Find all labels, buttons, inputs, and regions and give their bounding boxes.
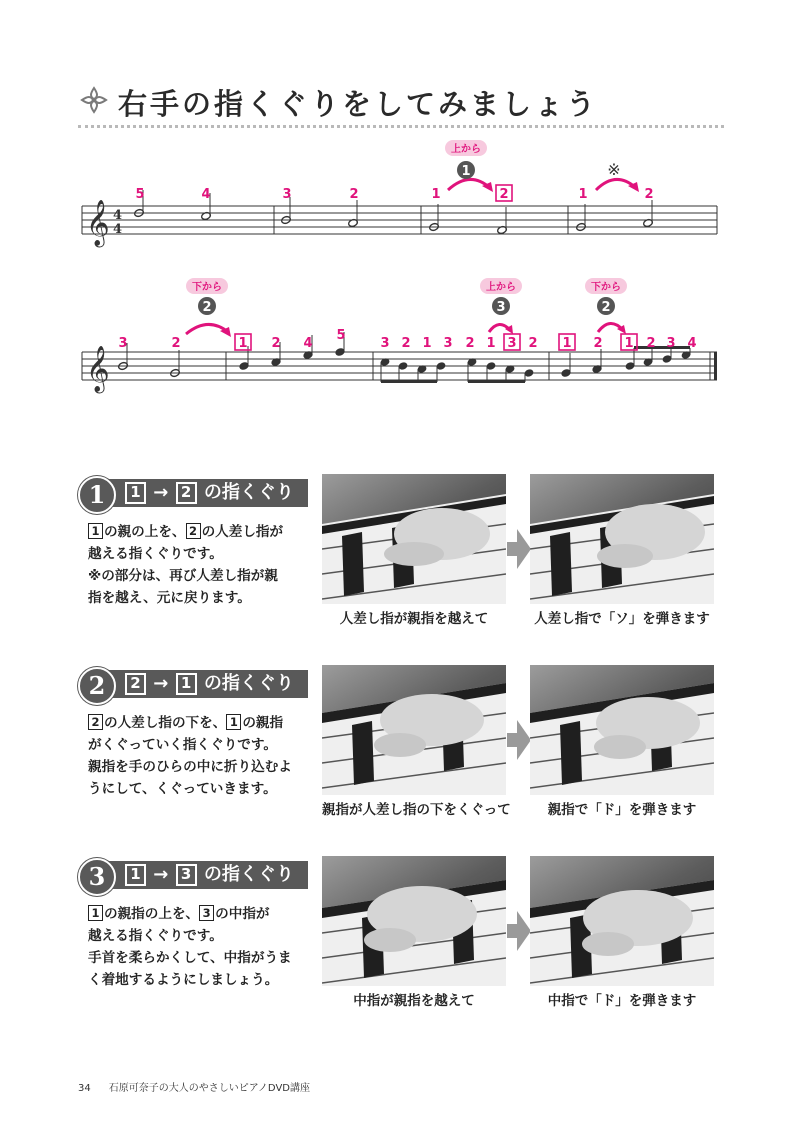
finger-number: 2 (349, 187, 359, 202)
hand-photo (530, 474, 714, 604)
finger-number: 2 (271, 336, 281, 351)
hand-photo (322, 856, 506, 986)
step-number: 3 (496, 300, 506, 315)
finger-number: 2 (401, 336, 411, 351)
photo-caption: 中指で「ド」を弾きます (547, 993, 697, 1009)
direction-label: 上から (451, 144, 481, 155)
finger-number: 1 (422, 336, 432, 351)
finger-number: 2 (644, 187, 654, 202)
book-title: 石原可奈子の大人のやさしいピアノDVD講座 (108, 1083, 310, 1094)
finger-number: 3 (282, 187, 292, 202)
finger-box: 1 (125, 482, 146, 504)
finger-box: 1 (125, 864, 146, 886)
finger-box: 1 (226, 714, 241, 730)
photo-caption: 人差し指で「ソ」を弾きます (534, 611, 710, 627)
section-description: 1 の親の上を、 2 の人差し指が 越える指くぐりです。 ※の部分は、再び人差し指が親 指を越え、元に戻ります。 (88, 524, 284, 606)
finger-box: 1 (88, 905, 103, 921)
finger-number: 2 (646, 336, 656, 351)
finger-number-boxed: 1 (624, 336, 634, 351)
page-footer (78, 1079, 328, 1094)
section-description: 2 の人差し指の下を、 1 の親指 がくぐっていく指くぐりです。 親指を手のひらの中に折り込むよ うにして、くぐっていきます。 (88, 715, 292, 797)
page-title: 右手の指くぐりをしてみましょう (118, 87, 599, 121)
finger-number: 4 (201, 187, 211, 202)
hand-photo (530, 665, 714, 795)
finger-box: 3 (176, 864, 197, 886)
section-heading-label: 1 → 3 の指くぐり (124, 861, 294, 889)
hand-photo (530, 856, 714, 986)
reference-mark: ※ (607, 160, 621, 179)
finger-number-boxed: 1 (562, 336, 572, 351)
photo-caption: 親指で「ド」を弾きます (547, 802, 697, 818)
finger-number: 3 (118, 336, 128, 351)
hand-photo (322, 474, 506, 604)
section-description: 1 の親指の上を、 3 の中指が 越える指くぐりです。 手首を柔らかくして、中指がうま く着地するようにしましょう。 (88, 906, 292, 988)
arrow-right-icon (507, 720, 531, 760)
section-heading (78, 858, 308, 892)
finger-number: 4 (303, 336, 313, 351)
finger-box: 2 (125, 673, 146, 695)
finger-number-boxed: 2 (499, 187, 509, 202)
direction-label: 上から (486, 282, 516, 293)
finger-number-boxed: 1 (238, 336, 248, 351)
hand-photo (322, 665, 506, 795)
finger-number: 2 (171, 336, 181, 351)
finger-box: 2 (88, 714, 103, 730)
direction-label: 下から (591, 282, 621, 293)
music-score (0, 140, 800, 420)
finger-box: 3 (199, 905, 214, 921)
arrow-right-icon (507, 911, 531, 951)
direction-label: 下から (192, 282, 222, 293)
finger-number: 3 (666, 336, 676, 351)
finger-number: 1 (431, 187, 441, 202)
photo-caption: 親指が人差し指の下をくぐって (322, 802, 511, 818)
step-number: 1 (461, 164, 471, 179)
finger-number: 5 (336, 328, 346, 343)
step-number: 2 (202, 300, 212, 315)
finger-number: 2 (528, 336, 538, 351)
finger-number: 1 (486, 336, 496, 351)
section-heading (78, 667, 308, 701)
finger-number: 3 (443, 336, 453, 351)
time-sig-top: 4 (113, 208, 123, 223)
section-heading-label: 2 → 1 の指くぐり (124, 670, 294, 698)
finger-number: 3 (380, 336, 390, 351)
time-sig-bottom: 4 (113, 222, 123, 237)
section-number: 3 (78, 858, 116, 896)
section-number: 1 (78, 476, 116, 514)
treble-clef-icon: 𝄞 (86, 200, 110, 246)
title-divider (78, 125, 724, 128)
clover-ornament-icon (80, 86, 108, 114)
finger-number-boxed: 3 (507, 336, 517, 351)
step-number: 2 (601, 300, 611, 315)
finger-number: 2 (465, 336, 475, 351)
finger-number: 4 (687, 336, 697, 351)
finger-number: 1 (578, 187, 588, 202)
arrow-right-icon (507, 529, 531, 569)
photo-caption: 人差し指が親指を越えて (339, 611, 489, 627)
section-heading-label: 1 → 2 の指くぐり (124, 479, 294, 507)
section-heading (78, 476, 308, 510)
treble-clef-icon: 𝄞 (86, 346, 110, 392)
finger-box: 1 (88, 523, 103, 539)
finger-number: 5 (135, 187, 145, 202)
finger-number: 2 (593, 336, 603, 351)
section-number: 2 (78, 667, 116, 705)
finger-box: 2 (176, 482, 197, 504)
page-number: 34 (78, 1083, 91, 1094)
finger-box: 2 (186, 523, 201, 539)
photo-caption: 中指が親指を越えて (353, 993, 475, 1009)
finger-box: 1 (176, 673, 197, 695)
